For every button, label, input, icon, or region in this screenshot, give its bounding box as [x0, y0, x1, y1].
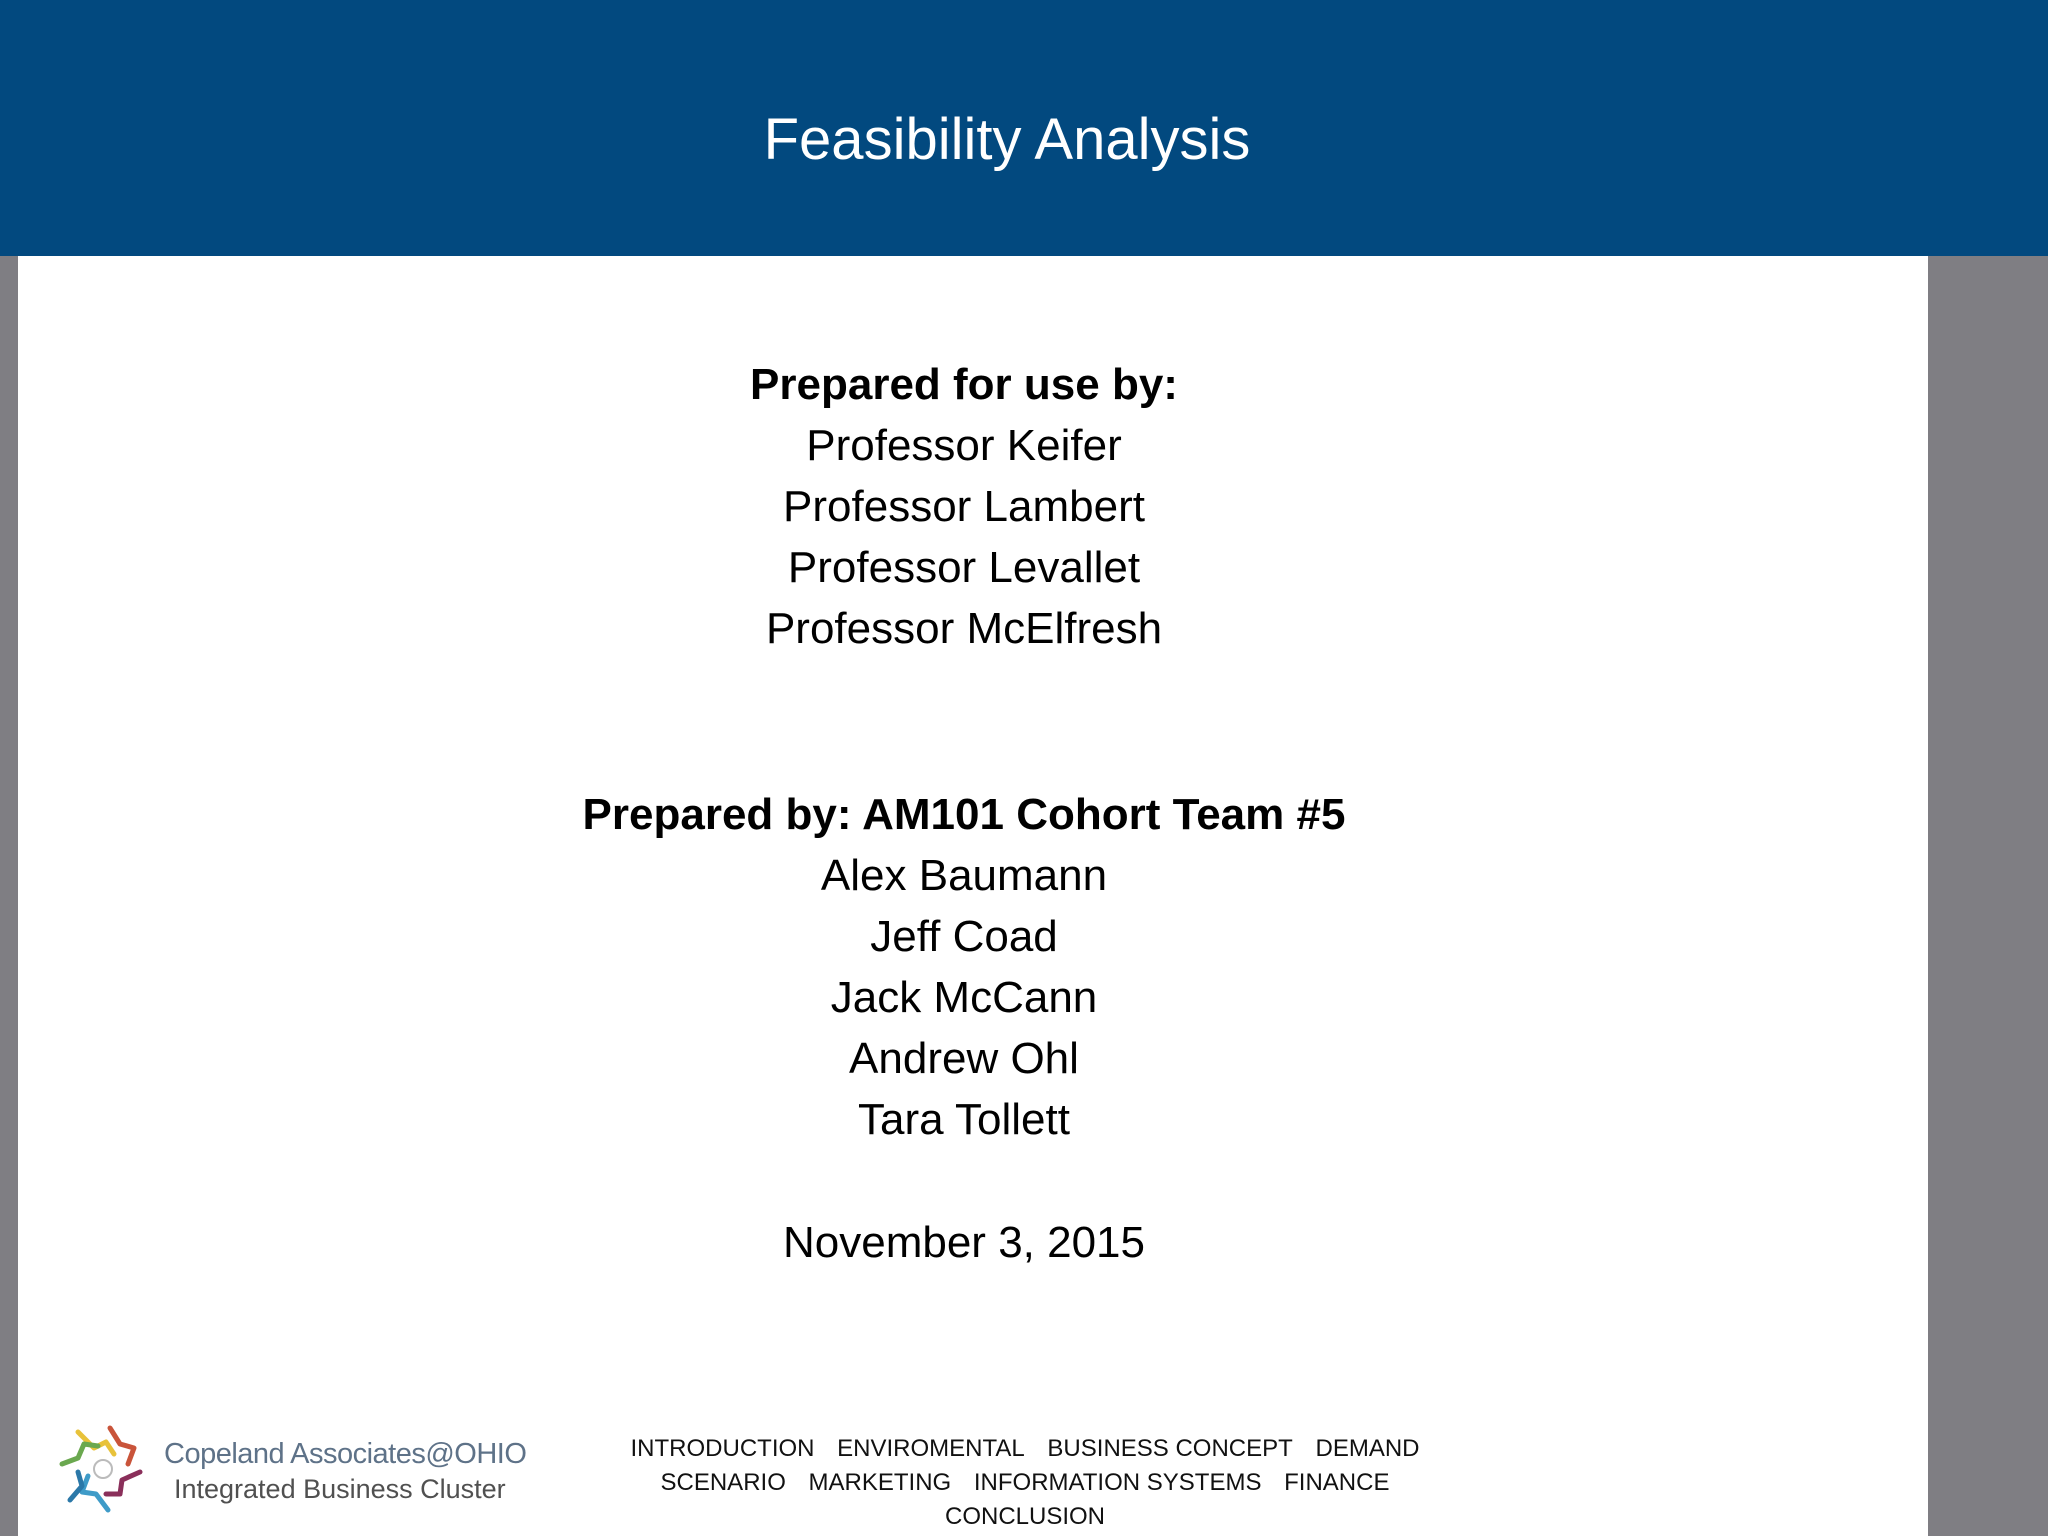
nav-row [560, 1432, 1490, 1466]
professor-name: Professor McElfresh [765, 604, 1163, 653]
title-bar [0, 0, 2048, 256]
team-member-name: Tara Tollett [858, 1095, 1070, 1144]
nav-environmental-link[interactable]: ENVIROMENTAL [837, 1435, 1025, 1462]
report-date: November 3, 2015 [783, 1218, 1145, 1267]
nav-introduction-link[interactable]: INTRODUCTION [630, 1435, 815, 1462]
prepared-for-heading: Prepared for use by: [750, 360, 1178, 409]
professor-name: Professor Levallet [787, 543, 1141, 592]
company-logo [48, 1408, 568, 1528]
section-navigation [560, 1432, 1490, 1534]
prepared-for-section [0, 354, 1928, 659]
team-member-name: Jeff Coad [870, 912, 1058, 961]
logo-tagline: Integrated Business Cluster [174, 1474, 506, 1504]
nav-business-concept-link[interactable]: BUSINESS CONCEPT [1047, 1435, 1293, 1462]
professor-name: Professor Lambert [783, 482, 1145, 531]
team-member-name: Andrew Ohl [849, 1034, 1079, 1083]
nav-scenario-link[interactable]: SCENARIO [660, 1469, 786, 1496]
nav-row [560, 1500, 1490, 1534]
nav-demand-link[interactable]: DEMAND [1315, 1435, 1420, 1462]
nav-row [560, 1466, 1490, 1500]
team-member-name: Alex Baumann [820, 851, 1108, 900]
page-title: Feasibility Analysis [763, 107, 1251, 172]
nav-finance-link[interactable]: FINANCE [1284, 1469, 1390, 1496]
logo-company-name: Copeland Associates@OHIO [164, 1438, 527, 1470]
nav-information-systems-link[interactable]: INFORMATION SYSTEMS [973, 1469, 1262, 1496]
hands-logo-icon [48, 1414, 158, 1524]
nav-marketing-link[interactable]: MARKETING [808, 1469, 952, 1496]
nav-conclusion-link[interactable]: CONCLUSION [944, 1503, 1106, 1530]
prepared-by-section [0, 784, 1928, 1150]
prepared-by-heading: Prepared by: AM101 Cohort Team #5 [582, 790, 1346, 839]
professor-name: Professor Keifer [806, 421, 1122, 470]
team-member-name: Jack McCann [830, 973, 1098, 1022]
